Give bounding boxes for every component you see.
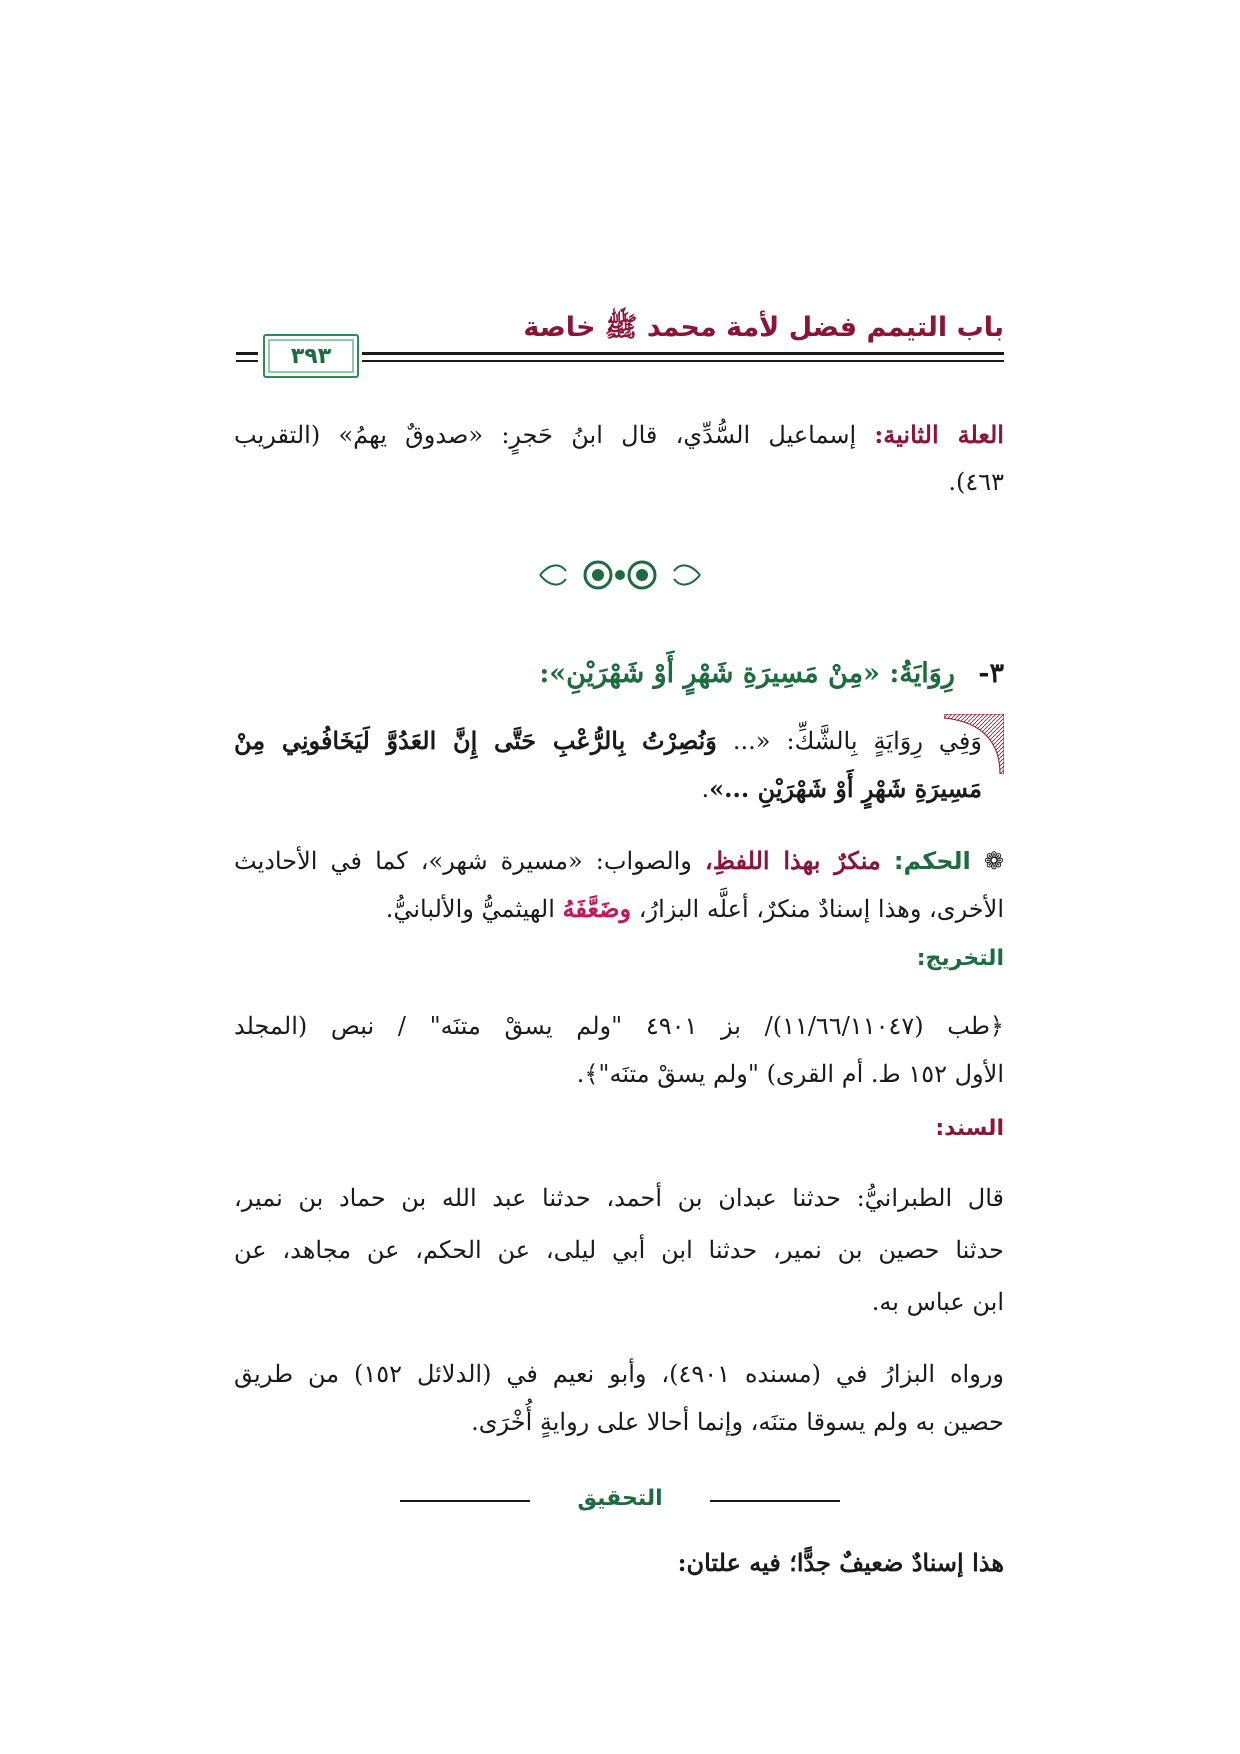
quote-line1 [234, 724, 982, 759]
ornament-bar-right [710, 1500, 840, 1502]
section-divider-icon [520, 555, 720, 595]
chapter-title: باب التيمم فضل لأمة محمد ﷺ خاصة [523, 312, 1004, 343]
sanad-heading: السند: [935, 1116, 1004, 1141]
sanad-line3: ابن عباس به. [871, 1288, 1004, 1316]
illa2-label: العلة الثانية: [874, 420, 1004, 449]
tahqiq-verdict: هذا إسنادٌ ضعيفٌ جدًّا؛ فيه علتان: [677, 1548, 1004, 1577]
quote-end: . [701, 775, 710, 803]
takhrij-line2: الأول ١٥٢ ط. أم القرى) "ولم يسقْ متنَه"﴾. [576, 1060, 1004, 1088]
header-rule-right-thin [362, 360, 1004, 362]
quote-hadith-1: وَنُصِرْتُ بِالرُّعْبِ حَتَّى إِنَّ العَدُوَّ لَيَخَافُونِي مِنْ [234, 726, 717, 755]
illa2-text: إسماعيل السُّدِّي، قال ابنُ حَجرٍ: «صدوقٌ يهمُ» (التقريب [234, 421, 857, 449]
ornament-bar-left [400, 1500, 530, 1502]
sanad-line2: حدثنا حصين بن نمير، حدثنا ابن أبي ليلى، عن الحكم، عن مجاهد، عن [234, 1236, 1004, 1264]
riwaya-line1: ورواه البزارُ في (مسنده ٤٩٠١)، وأبو نعيم في (الدلائل ١٥٢) من طريق [234, 1360, 1004, 1388]
riwaya-line2: حصين به ولم يسوقا متنَه، وإنما أحالا على روايةٍ أُخْرَى. [471, 1408, 1004, 1436]
sanad-line1: قال الطبرانيُّ: حدثنا عبدان بن أحمد، حدثنا عبد الله بن حماد بن نمير، [234, 1184, 1004, 1212]
quote-intro: وَفِي رِوَايَةٍ بِالشَّكِّ: «... [732, 727, 982, 755]
page-number: ٣٩٣ [290, 343, 332, 369]
takhrij-heading: التخريج: [916, 946, 1004, 971]
ruling-text-2: الأخرى، وهذا إسنادٌ منكرٌ، أعلَّه البزارُ، [638, 895, 1004, 923]
section-title: رِوَايَةُ: «مِنْ مَسِيرَةِ شَهْرٍ أَوْ شَهْرَيْنِ»: [539, 658, 955, 689]
illa2-line2 [234, 466, 1004, 500]
quote-hadith-2: مَسِيرَةِ شَهْرٍ أَوْ شَهْرَيْنِ ...» [709, 774, 982, 803]
ruling-text: والصواب: «مسيرة شهر»، كما في الأحاديث [234, 847, 692, 875]
tahqiq-ornament [400, 1486, 840, 1516]
illa2-line1 [234, 418, 1004, 453]
header-rule-right [362, 352, 1004, 355]
takhrij-line1: ﴿طب (١١/٦٦/١١٠٤٧)/ بز ٤٩٠١ "ولم يسقْ متنَه" / نبص (المجلد [234, 1012, 1004, 1040]
page-number-badge [263, 334, 359, 378]
ruling-label: الحكم: [893, 847, 971, 875]
flower-icon: ❁ [983, 847, 1004, 875]
tahqiq-heading: التحقيق [577, 1486, 663, 1511]
illa2-text-end: ٤٦٣). [948, 468, 1004, 496]
section-3-heading [234, 658, 1004, 689]
ruling-line2 [234, 892, 1004, 927]
ruling-verdict: منكرٌ بهذا اللفظِ، [704, 846, 881, 875]
header-rule-left [236, 352, 258, 355]
ruling-line1 [234, 844, 1004, 879]
ruling-text-3: الهيثميُّ والألبانيُّ. [385, 895, 555, 923]
ruling-highlight: وضَعَّفَهُ [562, 894, 632, 923]
quote-line2 [234, 772, 982, 807]
header-rule-left-thin [236, 360, 258, 362]
section-number: ٣- [978, 658, 1004, 689]
